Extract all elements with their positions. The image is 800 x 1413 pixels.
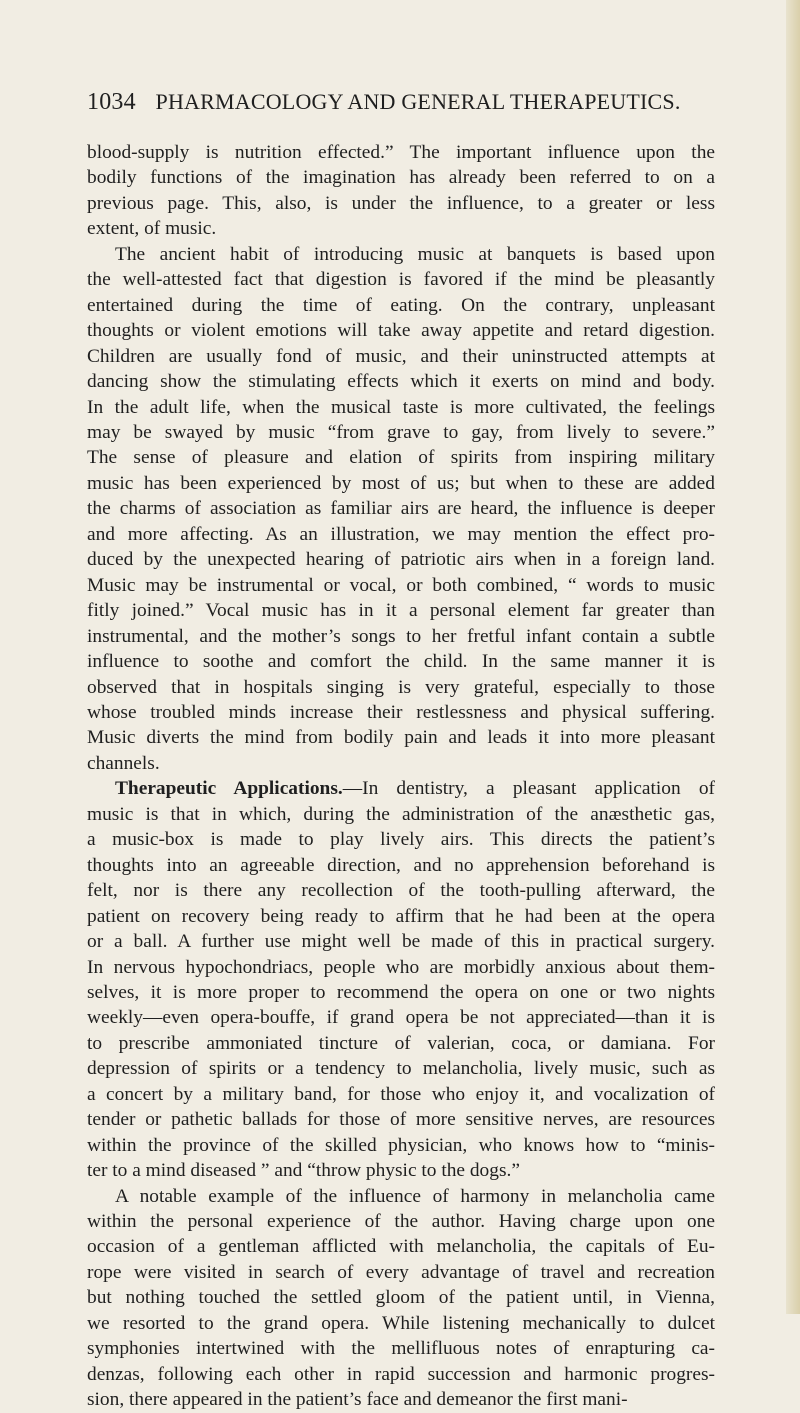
text-line	[87, 165, 715, 190]
text-line	[87, 1336, 715, 1361]
text-line	[87, 751, 715, 776]
line-text: occasion of a gentleman afflicted with melancholia, the capitals of Eu-	[87, 1236, 715, 1258]
line-text: extent, of music.	[87, 218, 217, 240]
running-header	[87, 89, 707, 116]
line-text: patient on recovery being ready to affirm that he had been at the opera	[87, 905, 715, 927]
line-text: Music diverts the mind from bodily pain and leads it into more pleasant	[87, 727, 715, 749]
text-line	[87, 853, 715, 878]
text-line	[87, 1031, 715, 1056]
text-line	[87, 1311, 715, 1336]
text-line	[87, 878, 715, 903]
line-text: music has been experienced by most of us; but when to these are added	[87, 472, 715, 494]
text-line	[87, 1158, 715, 1183]
line-text: —In dentistry, a pleasant application of	[342, 778, 715, 800]
line-text: fitly joined.” Vocal music has in it a personal element far greater than	[87, 600, 715, 622]
line-text: In the adult life, when the musical taste is more cultivated, the feelings	[87, 396, 715, 418]
text-line	[87, 1260, 715, 1285]
line-text: within the province of the skilled physician, who knows how to “minis-	[87, 1134, 715, 1156]
text-line	[87, 624, 715, 649]
line-text: within the personal experience of the author. Having charge upon one	[87, 1211, 715, 1233]
line-text: to prescribe ammoniated tincture of valerian, coca, or damiana. For	[87, 1032, 715, 1054]
line-text: duced by the unexpected hearing of patriotic airs when in a foreign land.	[87, 549, 715, 571]
line-text: instrumental, and the mother’s songs to her fretful infant contain a subtle	[87, 625, 715, 647]
line-text: whose troubled minds increase their restlessness and physical suffering.	[87, 701, 715, 723]
text-line	[87, 1209, 715, 1234]
text-line	[87, 980, 715, 1005]
text-line	[87, 598, 715, 623]
line-text: dancing show the stimulating effects which it exerts on mind and body.	[87, 371, 715, 393]
line-text: but nothing touched the settled gloom of the patient until, in Vienna,	[87, 1287, 715, 1309]
line-text: A notable example of the influence of harmony in melancholia came	[115, 1185, 715, 1207]
text-line	[87, 1107, 715, 1132]
text-line	[87, 471, 715, 496]
page-edge-shadow	[786, 0, 800, 1314]
text-line	[87, 547, 715, 572]
line-text: entertained during the time of eating. On the contrary, unpleasant	[87, 294, 715, 316]
line-text: weekly—even opera-bouffe, if grand opera be not appreciated—than it is	[87, 1007, 715, 1029]
text-line	[87, 318, 715, 343]
line-text: the charms of association as familiar airs are heard, the influence is deeper	[87, 498, 715, 520]
line-text: bodily functions of the imagination has already been referred to on a	[87, 167, 715, 189]
text-line	[87, 445, 715, 470]
text-line	[87, 1082, 715, 1107]
line-text: sion, there appeared in the patient’s face and demeanor the first mani-	[87, 1389, 628, 1411]
line-text: felt, nor is there any recollection of the tooth-pulling afterward, the	[87, 880, 715, 902]
line-text: or a ball. A further use might well be made of this in practical surgery.	[87, 931, 715, 953]
page-number: 1034	[87, 89, 136, 115]
line-text: music is that in which, during the administration of the anæsthetic gas,	[87, 803, 715, 825]
text-line	[87, 827, 715, 852]
text-line	[87, 242, 715, 267]
text-line	[87, 344, 715, 369]
line-text: a music-box is made to play lively airs. This directs the patient’s	[87, 829, 715, 851]
line-text: selves, it is more proper to recommend the opera on one or two nights	[87, 981, 715, 1003]
line-text: symphonies intertwined with the mellifluous notes of enrapturing ca-	[87, 1338, 715, 1360]
text-line	[87, 802, 715, 827]
line-text: denzas, following each other in rapid succession and harmonic progres-	[87, 1363, 715, 1385]
line-text: tender or pathetic ballads for those of more sensitive nerves, are resources	[87, 1109, 715, 1131]
text-line	[87, 675, 715, 700]
line-text: The sense of pleasure and elation of spirits from inspiring military	[87, 447, 715, 469]
line-text: we resorted to the grand opera. While listening mechanically to dulcet	[87, 1312, 715, 1334]
text-line	[87, 725, 715, 750]
text-line	[87, 1234, 715, 1259]
line-text: depression of spirits or a tendency to melancholia, lively music, such as	[87, 1058, 715, 1080]
text-line	[87, 1387, 715, 1412]
body-text	[87, 140, 715, 1413]
line-text: The ancient habit of introducing music at banquets is based upon	[115, 243, 715, 265]
line-text: blood-supply is nutrition effected.” The important influence upon the	[87, 142, 715, 163]
line-text: and more affecting. As an illustration, we may mention the effect pro-	[87, 523, 715, 545]
text-line	[87, 1184, 715, 1209]
line-text: rope were visited in search of every advantage of travel and recreation	[87, 1261, 715, 1283]
text-line	[87, 776, 715, 801]
text-line	[87, 522, 715, 547]
text-line	[87, 293, 715, 318]
text-line	[87, 369, 715, 394]
line-text: observed that in hospitals singing is very grateful, especially to those	[87, 676, 715, 698]
text-line	[87, 1362, 715, 1387]
text-line	[87, 140, 715, 165]
line-text: the well-attested fact that digestion is favored if the mind be pleasantly	[87, 269, 715, 291]
line-text: may be swayed by music “from grave to gay, from lively to severe.”	[87, 421, 715, 443]
line-text: channels.	[87, 752, 160, 774]
text-line	[87, 904, 715, 929]
text-line	[87, 1285, 715, 1310]
line-text: thoughts into an agreeable direction, and no apprehension beforehand is	[87, 854, 715, 876]
text-line	[87, 1056, 715, 1081]
running-title: PHARMACOLOGY AND GENERAL THERAPEUTICS.	[155, 89, 681, 114]
line-text: In nervous hypochondriacs, people who are morbidly anxious about them-	[87, 956, 715, 978]
text-line	[87, 1133, 715, 1158]
text-line	[87, 955, 715, 980]
text-line	[87, 395, 715, 420]
line-text: previous page. This, also, is under the influence, to a greater or less	[87, 192, 715, 214]
line-text: thoughts or violent emotions will take away appetite and retard digestion.	[87, 320, 715, 342]
text-line	[87, 496, 715, 521]
text-line	[87, 267, 715, 292]
text-line	[87, 420, 715, 445]
text-line	[87, 573, 715, 598]
line-text: Music may be instrumental or vocal, or both combined, “ words to music	[87, 574, 715, 596]
line-text: ter to a mind diseased ” and “throw physic to the dogs.”	[87, 1160, 520, 1182]
line-text: Children are usually fond of music, and their uninstructed attempts at	[87, 345, 715, 367]
section-heading: Therapeutic Applications.	[115, 778, 343, 800]
text-line	[87, 649, 715, 674]
text-line	[87, 929, 715, 954]
line-text: influence to soothe and comfort the child. In the same manner it is	[87, 651, 715, 673]
line-text: a concert by a military band, for those who enjoy it, and vocalization of	[87, 1083, 715, 1105]
text-line	[87, 191, 715, 216]
text-line	[87, 1005, 715, 1030]
text-line	[87, 216, 715, 241]
text-line	[87, 700, 715, 725]
